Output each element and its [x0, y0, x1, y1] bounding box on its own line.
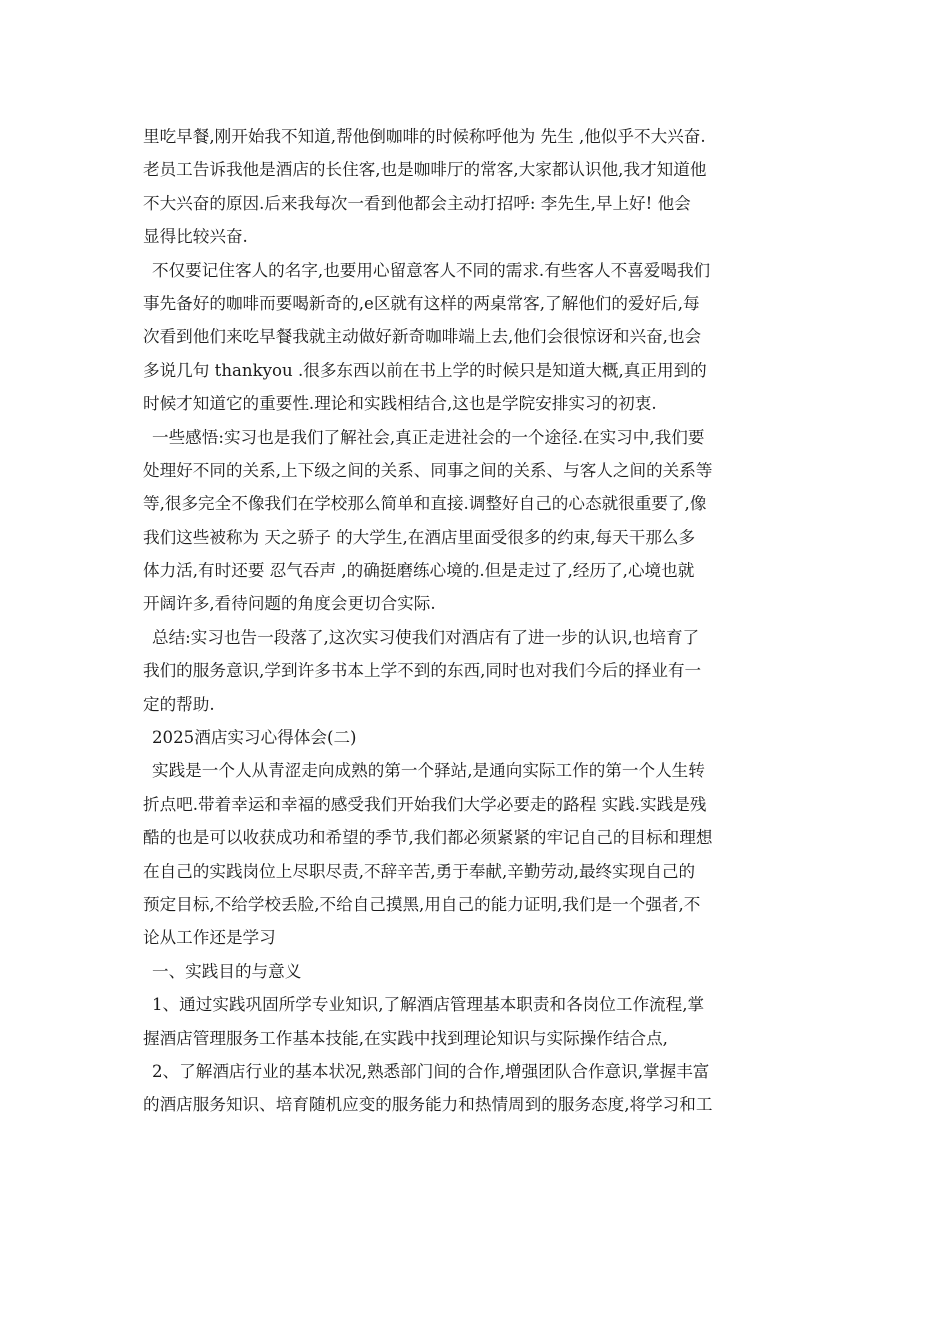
text-line: 我们的服务意识,学到许多书本上学不到的东西,同时也对我们今后的择业有一	[143, 661, 702, 681]
paragraph-practice-intro	[143, 754, 811, 954]
text-line: 多说几句 thankyou .很多东西以前在书上学的时候只是知道大概,真正用到的	[143, 360, 707, 380]
paragraph-reflections	[143, 421, 811, 621]
text-line: 折点吧.带着幸运和幸福的感受我们开始我们大学必要走的路程 实践.实践是残	[143, 794, 707, 814]
text-line: 处理好不同的关系,上下级之间的关系、同事之间的关系、与客人之间的关系等	[143, 460, 713, 480]
document-body	[143, 120, 811, 1122]
list-item-1	[143, 988, 811, 1055]
text-line: 显得比较兴奋.	[143, 227, 248, 247]
text-line: 里吃早餐,刚开始我不知道,帮他倒咖啡的时候称呼他为 先生 ,他似乎不大兴奋.	[143, 127, 706, 146]
text-line: 在自己的实践岗位上尽职尽责,不辞辛苦,勇于奉献,辛勤劳动,最终实现自己的	[143, 861, 696, 881]
text-line: 等,很多完全不像我们在学校那么简单和直接.调整好自己的心态就很重要了,像	[143, 494, 707, 514]
text-line: 开阔许多,看待问题的角度会更切合实际.	[143, 594, 436, 614]
text-line: 不大兴奋的原因.后来我每次一看到他都会主动打招呼: 李先生,早上好! 他会	[143, 193, 691, 213]
section-heading	[143, 721, 811, 754]
text-line: 2、了解酒店行业的基本状况,熟悉部门间的合作,增强团队合作意识,掌握丰富	[152, 1061, 710, 1081]
paragraph-regular-guest	[143, 120, 811, 254]
text-line: 一些感悟:实习也是我们了解社会,真正走进社会的一个途径.在实习中,我们要	[152, 427, 705, 447]
text-line: 论从工作还是学习	[143, 928, 276, 948]
text-line: 预定目标,不给学校丢脸,不给自己摸黑,用自己的能力证明,我们是一个强者,不	[143, 894, 701, 914]
text-line: 1、通过实践巩固所学专业知识,了解酒店管理基本职责和各岗位工作流程,掌	[152, 995, 705, 1015]
text-line: 定的帮助.	[143, 694, 215, 714]
text-line: 老员工告诉我他是酒店的长住客,也是咖啡厅的常客,大家都认识他,我才知道他	[143, 160, 707, 180]
text-line: 总结:实习也告一段落了,这次实习使我们对酒店有了进一步的认识,也培育了	[152, 627, 700, 647]
text-line: 体力活,有时还要 忍气吞声 ,的确挺磨练心境的.但是走过了,经历了,心境也就	[143, 561, 695, 581]
paragraph-summary	[143, 621, 811, 721]
subsection-heading	[143, 955, 811, 988]
heading-line: 2025酒店实习心得体会(二)	[152, 728, 357, 748]
text-line: 时候才知道它的重要性.理论和实践相结合,这也是学院安排实习的初衷.	[143, 394, 657, 414]
text-line: 实践是一个人从青涩走向成熟的第一个驿站,是通向实际工作的第一个人生转	[152, 761, 705, 781]
text-line: 事先备好的咖啡而要喝新奇的,e区就有这样的两桌常客,了解他们的爱好后,每	[143, 293, 700, 313]
text-line: 次看到他们来吃早餐我就主动做好新奇咖啡端上去,他们会很惊讶和兴奋,也会	[143, 327, 702, 347]
text-line: 酷的也是可以收获成功和希望的季节,我们都必须紧紧的牢记自己的目标和理想	[143, 828, 713, 848]
text-line: 的酒店服务知识、培育随机应变的服务能力和热情周到的服务态度,将学习和工	[143, 1095, 713, 1115]
paragraph-guest-needs	[143, 254, 811, 421]
text-line: 我们这些被称为 天之骄子 的大学生,在酒店里面受很多的约束,每天干那么多	[143, 527, 696, 547]
text-line: 握酒店管理服务工作基本技能,在实践中找到理论知识与实际操作结合点,	[143, 1028, 668, 1048]
text-line: 不仅要记住客人的名字,也要用心留意客人不同的需求.有些客人不喜爱喝我们	[152, 260, 711, 280]
heading-line: 一、实践目的与意义	[152, 961, 302, 981]
list-item-2	[143, 1055, 811, 1122]
